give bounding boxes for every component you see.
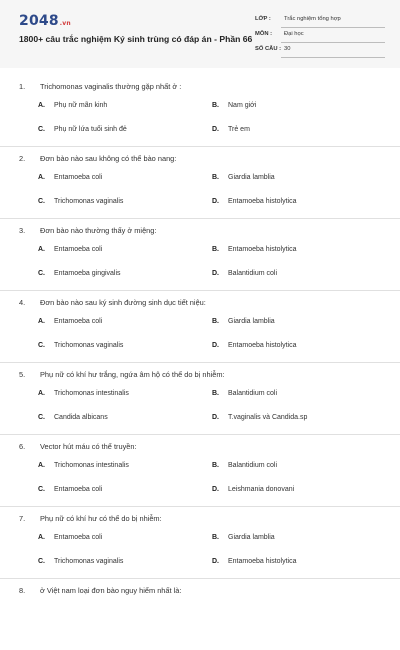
meta-key: SỐ CÂU : [255,46,282,52]
option-text: Balantidium coli [228,462,278,469]
option-text: Trichomonas intestinalis [54,462,129,469]
question-item [0,434,400,507]
option-text: Trichomonas vaginalis [54,198,124,205]
option-text: Trichomonas intestinalis [54,390,129,397]
option-letter: C. [38,198,45,205]
option-text: Entamoeba histolytica [228,558,297,565]
option-text: Entamoeba histolytica [228,198,297,205]
meta-row-class [255,14,385,29]
option-text: Entamoeba coli [54,174,103,181]
option-c[interactable] [38,270,121,277]
option-letter: C. [38,486,45,493]
option-letter: A. [38,174,45,181]
option-text: Leishmania donovani [228,486,295,493]
meta-value: Đại học [284,31,304,37]
option-letter: B. [212,318,219,325]
logo-text: 2048 [19,13,59,29]
option-letter: D. [212,558,219,565]
option-a[interactable] [38,390,129,397]
option-a[interactable] [38,174,102,181]
option-text: Balantidium coli [228,270,278,277]
option-letter: D. [212,270,219,277]
option-letter: B. [212,246,219,253]
option-a[interactable] [38,534,102,541]
option-a[interactable] [38,102,107,109]
option-text: Phụ nữ mãn kinh [54,102,108,109]
option-letter: A. [38,318,45,325]
option-a[interactable] [38,246,102,253]
option-letter: C. [38,414,45,421]
page-title: 1800+ câu trắc nghiệm Ký sinh trùng có đáp án - Phần 66 [19,34,253,44]
option-letter: C. [38,342,45,349]
option-text: Balantidium coli [228,390,278,397]
option-letter: B. [212,390,219,397]
question-number: 5. [19,370,26,379]
question-text: Phụ nữ có khí hư có thể do bị nhiễm: [40,514,162,523]
option-letter: A. [38,246,45,253]
meta-value: Trắc nghiệm tổng hợp [284,16,341,22]
option-b[interactable] [212,390,277,397]
question-text: Đơn bào nào thường thấy ở miệng: [40,226,157,235]
question-stem [19,154,176,163]
option-c[interactable] [38,126,127,133]
question-item [0,146,400,219]
option-c[interactable] [38,198,123,205]
question-text: Trichomonas vaginalis thường gặp nhất ở : [40,82,182,91]
option-text: Trichomonas vaginalis [54,342,124,349]
question-number: 4. [19,298,26,307]
question-text: Vector hút máu có thể truyền: [40,442,137,451]
option-text: Trichomonas vaginalis [54,558,124,565]
meta-row-subject [255,29,385,44]
option-letter: D. [212,198,219,205]
option-text: Giardia lamblia [228,174,275,181]
option-d[interactable] [212,414,307,421]
option-text: Candida albicans [54,414,108,421]
meta-underline [281,27,385,28]
question-stem [19,226,156,235]
option-d[interactable] [212,270,277,277]
option-letter: B. [212,534,219,541]
document-header [0,0,400,68]
question-item [0,74,400,147]
question-stem [19,586,181,595]
option-letter: A. [38,534,45,541]
option-text: Phụ nữ lứa tuổi sinh đẻ [54,126,127,133]
option-b[interactable] [212,462,277,469]
question-number: 2. [19,154,26,163]
option-letter: B. [212,174,219,181]
logo-domain: .vn [59,20,71,27]
question-item [0,290,400,363]
option-b[interactable] [212,246,296,253]
option-text: Entamoeba gingivalis [54,270,121,277]
option-b[interactable] [212,102,256,109]
option-b[interactable] [212,174,275,181]
question-number: 7. [19,514,26,523]
option-c[interactable] [38,342,123,349]
option-text: Trẻ em [228,126,250,133]
option-c[interactable] [38,558,123,565]
question-number: 8. [19,586,26,595]
option-letter: C. [38,558,45,565]
option-text: Entamoeba coli [54,318,103,325]
option-letter: D. [212,486,219,493]
meta-info [255,14,385,59]
option-letter: A. [38,390,45,397]
option-a[interactable] [38,318,102,325]
option-d[interactable] [212,342,296,349]
option-letter: C. [38,270,45,277]
site-logo[interactable] [19,13,71,29]
option-letter: D. [212,342,219,349]
meta-underline [281,57,385,58]
question-text: Phụ nữ có khí hư trắng, ngứa âm hộ có thể do bị nhiễm: [40,370,225,379]
question-item [0,578,400,650]
option-letter: C. [38,126,45,133]
question-stem [19,442,137,451]
option-letter: D. [212,414,219,421]
option-letter: D. [212,126,219,133]
option-text: Giardia lamblia [228,534,275,541]
question-item [0,218,400,291]
meta-value: 30 [284,46,291,52]
option-b[interactable] [212,318,275,325]
option-letter: A. [38,102,45,109]
option-d[interactable] [212,198,296,205]
option-text: Entamoeba histolytica [228,246,297,253]
option-text: Entamoeba coli [54,534,103,541]
option-c[interactable] [38,414,108,421]
meta-underline [281,42,385,43]
option-letter: B. [212,102,219,109]
option-b[interactable] [212,534,275,541]
option-text: T.vaginalis và Candida.sp [228,414,308,421]
option-c[interactable] [38,486,102,493]
option-text: Entamoeba histolytica [228,342,297,349]
option-text: Entamoeba coli [54,246,103,253]
option-a[interactable] [38,462,129,469]
question-number: 6. [19,442,26,451]
option-letter: B. [212,462,219,469]
question-item [0,362,400,435]
option-d[interactable] [212,126,250,133]
question-stem [19,370,225,379]
option-d[interactable] [212,558,296,565]
meta-key: MÔN : [255,31,273,37]
meta-row-count [255,44,385,59]
option-text: Nam giới [228,102,257,109]
question-text: ở Việt nam loại đơn bào nguy hiểm nhất là: [40,586,182,595]
option-text: Giardia lamblia [228,318,275,325]
question-text: Đơn bào nào sau không có thể bào nang: [40,154,177,163]
option-text: Entamoeba coli [54,486,103,493]
question-number: 3. [19,226,26,235]
question-text: Đơn bào nào sau ký sinh đường sinh dục tiết niệu: [40,298,206,307]
question-number: 1. [19,82,26,91]
question-stem [19,514,162,523]
question-stem [19,298,206,307]
question-item [0,506,400,579]
meta-key: LỚP : [255,16,271,22]
option-letter: A. [38,462,45,469]
option-d[interactable] [212,486,294,493]
question-stem [19,82,181,91]
